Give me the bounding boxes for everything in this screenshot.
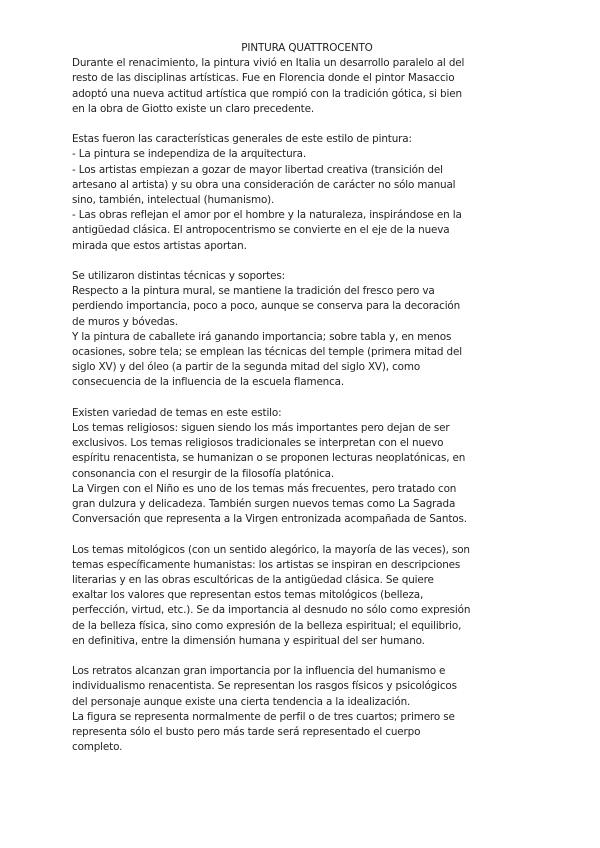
text-line: del personaje aunque existe una cierta tendencia a la idealización. bbox=[72, 695, 411, 708]
text-line: completo. bbox=[72, 741, 123, 754]
paragraph-gap bbox=[72, 649, 542, 664]
text-line: Los retratos alcanzan gran importancia por la influencia del humanismo e bbox=[72, 665, 446, 678]
text-line: Durante el renacimiento, la pintura vivió en Italia un desarrollo paralelo al del bbox=[72, 57, 465, 70]
text-line: de muros y bóvedas. bbox=[72, 315, 178, 328]
document-page bbox=[72, 41, 542, 755]
paragraph-mythology bbox=[72, 543, 542, 649]
text-line: Los temas mitológicos (con un sentido alegórico, la mayoría de las veces), son bbox=[72, 543, 470, 556]
text-line: La figura se representa normalmente de perfil o de tres cuartos; primero se bbox=[72, 710, 455, 723]
paragraph-intro bbox=[72, 56, 542, 117]
text-line: ocasiones, sobre tela; se emplean las técnicas del temple (primera mitad del bbox=[72, 346, 462, 359]
text-line: representa sólo el busto pero más tarde será representado el cuerpo bbox=[72, 726, 421, 739]
text-line: temas específicamente humanistas: los artistas se inspiran en descripciones bbox=[72, 558, 461, 571]
text-line: mirada que estos artistas aportan. bbox=[72, 239, 247, 252]
text-line: Los temas religiosos: siguen siendo los más importantes pero dejan de ser bbox=[72, 422, 450, 435]
text-line: artesano al artista) y su obra una consideración de carácter no sólo manual bbox=[72, 178, 456, 191]
paragraph-characteristics bbox=[72, 132, 542, 254]
paragraph-themes bbox=[72, 406, 542, 528]
paragraph-portraits bbox=[72, 664, 542, 755]
text-line: Y la pintura de caballete irá ganando importancia; sobre tabla y, en menos bbox=[72, 330, 452, 343]
text-line: individualismo renacentista. Se representan los rasgos físicos y psicológicos bbox=[72, 680, 457, 693]
text-line: exaltar los valores que representan estos temas mitológicos (belleza, bbox=[72, 589, 424, 602]
text-line: adoptó una nueva actitud artística que rompió con la tradición gótica, si bien bbox=[72, 87, 462, 100]
text-line: Respecto a la pintura mural, se mantiene la tradición del fresco pero va bbox=[72, 285, 435, 298]
text-line: consecuencia de la influencia de la escuela flamenca. bbox=[72, 376, 345, 389]
paragraph-techniques bbox=[72, 269, 542, 391]
text-line: siglo XV) y del óleo (a partir de la segunda mitad del siglo XV), como bbox=[72, 361, 421, 374]
text-line: - Las obras reflejan el amor por el hombre y la naturaleza, inspirándose en la bbox=[72, 209, 462, 222]
text-line: resto de las disciplinas artísticas. Fue en Florencia donde el pintor Masaccio bbox=[72, 72, 455, 85]
text-line: perdiendo importancia, poco a poco, aunque se conserva para la decoración bbox=[72, 300, 461, 313]
text-line: gran dulzura y delicadeza. También surgen nuevos temas como La Sagrada bbox=[72, 498, 456, 511]
text-line: perfección, virtud, etc.). Se da importancia al desnudo no sólo como expresión bbox=[72, 604, 471, 617]
text-line: literarias y en las obras escultóricas de la antigüedad clásica. Se quiere bbox=[72, 574, 434, 587]
text-line: en la obra de Giotto existe un claro precedente. bbox=[72, 102, 314, 115]
text-line: antigüedad clásica. El antropocentrismo se convierte en el eje de la nueva bbox=[72, 224, 450, 237]
paragraph-gap bbox=[72, 254, 542, 269]
text-line: - La pintura se independiza de la arquitectura. bbox=[72, 148, 307, 161]
text-line: sino, también, intelectual (humanismo). bbox=[72, 194, 275, 207]
text-line: La Virgen con el Niño es uno de los temas más frecuentes, pero tratado con bbox=[72, 482, 457, 495]
document-title: PINTURA QUATTROCENTO bbox=[241, 42, 373, 54]
paragraph-gap bbox=[72, 527, 542, 542]
text-line: de la belleza física, sino como expresión de la belleza espiritual; el equilibrio, bbox=[72, 619, 462, 632]
text-line: - Los artistas empiezan a gozar de mayor libertad creativa (transición del bbox=[72, 163, 443, 176]
text-line: Existen variedad de temas en este estilo: bbox=[72, 406, 282, 419]
text-line: exclusivos. Los temas religiosos tradicionales se interpretan con el nuevo bbox=[72, 437, 444, 450]
text-line: en definitiva, entre la dimensión humana y espiritual del ser humano. bbox=[72, 634, 425, 647]
text-line: Se utilizaron distintas técnicas y soportes: bbox=[72, 270, 285, 283]
text-line: espíritu renacentista, se humanizan o se proponen lecturas neoplatónicas, en bbox=[72, 452, 466, 465]
paragraph-gap bbox=[72, 391, 542, 406]
text-line: Conversación que representa a la Virgen entronizada acompañada de Santos. bbox=[72, 513, 467, 526]
text-line: consonancia con el resurgir de la filosofía platónica. bbox=[72, 467, 335, 480]
paragraph-gap bbox=[72, 117, 542, 132]
text-line: Estas fueron las características generales de este estilo de pintura: bbox=[72, 133, 412, 146]
